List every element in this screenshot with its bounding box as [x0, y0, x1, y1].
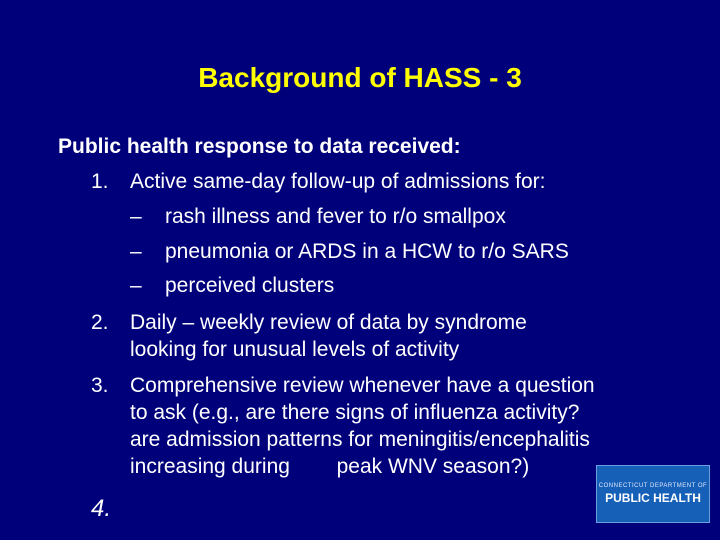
item-3-line-4: increasing during peak WNV season?)	[130, 455, 530, 478]
slide-title: Background of HASS - 3	[198, 62, 522, 93]
item-3-line-2: to ask (e.g., are there signs of influenza activity?	[130, 401, 580, 424]
item-2-line-1: Daily – weekly review of data by syndrome	[130, 311, 527, 334]
logo-top-text: CONNECTICUT DEPARTMENT OF	[598, 483, 708, 489]
item-3-number: 3.	[91, 374, 109, 397]
item-1-line-1: Active same-day follow-up of admissions for:	[130, 170, 546, 193]
item-1-sub-2-dash: –	[130, 240, 142, 263]
item-1-sub-3-text: perceived clusters	[165, 274, 335, 297]
item-1-sub-1-dash: –	[130, 205, 142, 228]
item-4-number: 4.	[91, 495, 112, 522]
item-2-line-2: looking for unusual levels of activity	[130, 338, 460, 361]
item-1-number: 1.	[91, 170, 109, 193]
item-1-sub-3-dash: –	[130, 274, 142, 297]
item-3-line-1: Comprehensive review whenever have a question	[130, 374, 595, 397]
item-1-sub-1-text: rash illness and fever to r/o smallpox	[165, 205, 506, 228]
item-2-number: 2.	[91, 311, 109, 334]
public-health-logo	[596, 465, 710, 523]
item-1-sub-2-text: pneumonia or ARDS in a HCW to r/o SARS	[165, 240, 569, 263]
logo-main-text: PUBLIC HEALTH	[605, 491, 701, 505]
slide-heading: Public health response to data received:	[58, 135, 461, 158]
item-3-line-3: are admission patterns for meningitis/encephalitis	[130, 428, 590, 451]
